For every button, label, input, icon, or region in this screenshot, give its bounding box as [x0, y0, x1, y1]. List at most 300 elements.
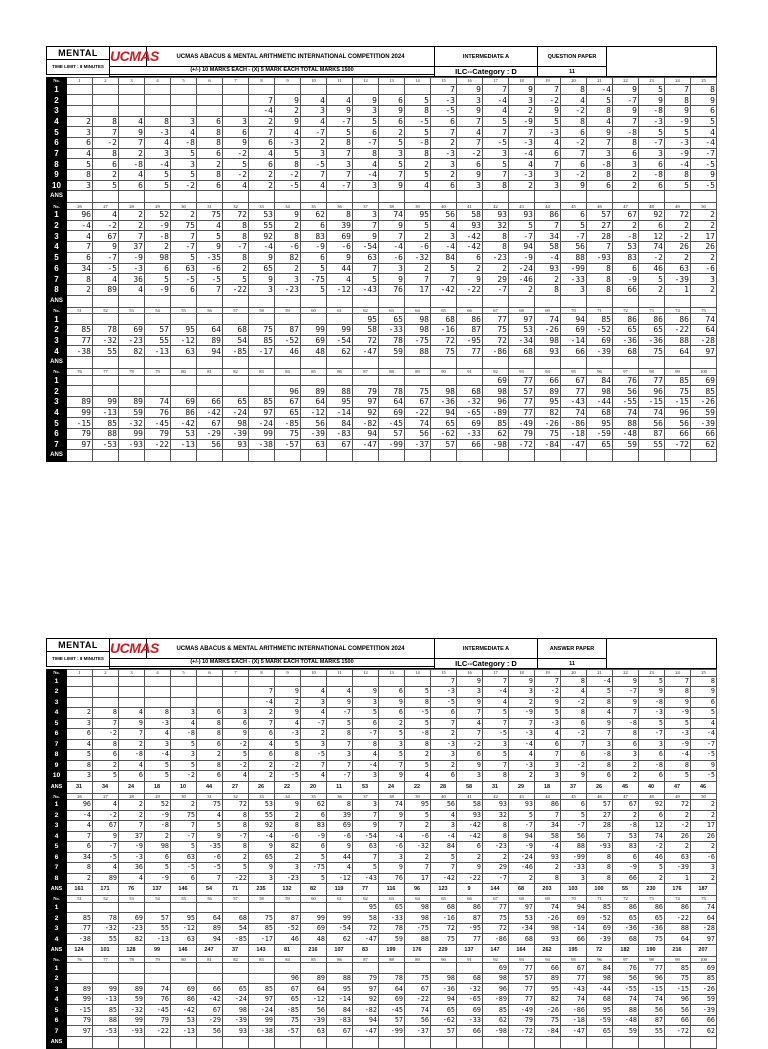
answer-cell[interactable]	[691, 295, 717, 307]
answer-cell[interactable]	[405, 191, 431, 203]
number-cell	[275, 902, 301, 913]
number-cell	[145, 84, 171, 95]
number-cell: 88	[327, 386, 353, 397]
number-cell: 56	[405, 428, 431, 439]
answer-cell[interactable]	[145, 450, 171, 462]
number-cell: -4	[483, 687, 509, 698]
answer-cell[interactable]	[327, 191, 353, 203]
number-cell: 8	[327, 800, 353, 811]
paper-header	[46, 638, 717, 669]
answer-cell[interactable]	[301, 356, 327, 368]
answer-cell[interactable]	[171, 295, 197, 307]
number-cell: 56	[431, 800, 457, 811]
answer-cell: 58	[457, 781, 483, 793]
answer-cell[interactable]	[249, 191, 275, 203]
number-cell: 75	[665, 386, 691, 397]
answer-cell[interactable]	[431, 191, 457, 203]
number-cell: -7	[561, 231, 587, 242]
number-cell: -44	[587, 984, 613, 995]
answer-cell[interactable]	[249, 450, 275, 462]
number-cell: 85	[483, 418, 509, 429]
answer-cell[interactable]	[613, 295, 639, 307]
answer-cell[interactable]	[353, 191, 379, 203]
number-cell: 28	[587, 821, 613, 832]
number-cell	[197, 84, 223, 95]
number-cell: 6	[431, 708, 457, 719]
answer-cell[interactable]	[301, 450, 327, 462]
number-cell: 89	[301, 973, 327, 984]
answer-cell[interactable]	[197, 356, 223, 368]
answer-cell[interactable]	[67, 295, 93, 307]
number-cell: -23	[119, 923, 145, 934]
number-cell: -6	[691, 852, 717, 863]
number-cell: 95	[535, 984, 561, 995]
answer-cell[interactable]	[145, 191, 171, 203]
number-cell: -5	[275, 180, 301, 191]
answer-cell[interactable]	[483, 295, 509, 307]
answer-cell[interactable]	[587, 295, 613, 307]
answer-cell[interactable]	[171, 450, 197, 462]
answer-cell[interactable]	[93, 450, 119, 462]
number-cell: 2	[691, 842, 717, 853]
answer-cell[interactable]	[249, 295, 275, 307]
number-cell: 79	[145, 1015, 171, 1026]
number-cell: 7	[327, 170, 353, 181]
number-cell: -6	[327, 242, 353, 253]
number-cell: -42	[457, 831, 483, 842]
answer-cell[interactable]	[223, 450, 249, 462]
number-cell: 3	[431, 159, 457, 170]
number-cell: -86	[561, 1005, 587, 1016]
number-cell: 2	[431, 729, 457, 740]
question-number: 57	[223, 307, 249, 314]
number-cell: 56	[613, 973, 639, 984]
question-number: 13	[379, 78, 405, 85]
answer-cell[interactable]	[535, 191, 561, 203]
number-cell: -36	[613, 335, 639, 346]
number-cell: 4	[67, 821, 93, 832]
question-number: 70	[561, 896, 587, 903]
answer-cell: 37	[223, 944, 249, 956]
number-cell: 72	[223, 210, 249, 221]
number-cell: 64	[691, 324, 717, 335]
number-cell: 5	[301, 284, 327, 295]
number-cell: 79	[67, 428, 93, 439]
number-cell: 89	[535, 973, 561, 984]
number-cell: 9	[353, 687, 379, 698]
number-cell: 5	[171, 842, 197, 853]
number-cell: -89	[483, 407, 509, 418]
answer-cell[interactable]	[665, 356, 691, 368]
answer-cell: 187	[691, 884, 717, 896]
answer-cell[interactable]	[561, 295, 587, 307]
number-cell	[223, 697, 249, 708]
number-cell: 74	[691, 902, 717, 913]
answer-cell[interactable]	[119, 295, 145, 307]
number-cell: 75	[639, 346, 665, 357]
number-cell: 76	[379, 873, 405, 884]
answer-cell	[483, 1036, 509, 1048]
number-cell	[301, 375, 327, 386]
number-cell: -14	[561, 335, 587, 346]
number-cell: -57	[275, 1026, 301, 1037]
number-cell: -13	[145, 934, 171, 945]
number-cell: 53	[509, 324, 535, 335]
answer-cell: 262	[535, 944, 561, 956]
number-cell: 9	[561, 771, 587, 782]
question-number: 30	[171, 793, 197, 800]
answer-cell[interactable]	[145, 356, 171, 368]
number-cell: 98	[587, 386, 613, 397]
number-cell: 6	[457, 750, 483, 761]
number-cell	[119, 105, 145, 116]
question-number: 28	[119, 793, 145, 800]
answer-cell[interactable]	[665, 191, 691, 203]
answer-cell[interactable]	[93, 191, 119, 203]
number-cell	[197, 963, 223, 974]
answer-cell[interactable]	[457, 295, 483, 307]
answer-cell: 99	[145, 944, 171, 956]
answer-cell[interactable]	[353, 356, 379, 368]
number-cell: 5	[171, 148, 197, 159]
question-number: 45	[561, 203, 587, 210]
number-cell	[197, 386, 223, 397]
number-cell: 98	[145, 252, 171, 263]
number-cell: 2	[483, 263, 509, 274]
answer-cell[interactable]	[405, 295, 431, 307]
blank-box	[607, 47, 717, 77]
number-cell: 5	[665, 718, 691, 729]
number-cell	[93, 687, 119, 698]
question-number: 19	[535, 78, 561, 85]
number-cell	[197, 95, 223, 106]
answer-cell[interactable]	[223, 191, 249, 203]
answer-cell[interactable]	[509, 450, 535, 462]
number-cell: 9	[457, 863, 483, 874]
number-cell: -33	[457, 428, 483, 439]
answer-cell[interactable]	[379, 295, 405, 307]
answer-cell[interactable]	[483, 356, 509, 368]
answer-cell[interactable]	[119, 191, 145, 203]
number-cell: 57	[509, 386, 535, 397]
answer-cell[interactable]	[327, 356, 353, 368]
answer-cell[interactable]	[613, 191, 639, 203]
number-cell: -99	[561, 852, 587, 863]
answer-cell[interactable]	[197, 295, 223, 307]
number-cell: 69	[119, 913, 145, 924]
answer-cell[interactable]	[509, 191, 535, 203]
number-cell: 84	[431, 842, 457, 853]
number-cell: 99	[67, 407, 93, 418]
answer-cell[interactable]	[275, 356, 301, 368]
number-cell: -39	[587, 934, 613, 945]
answer-cell[interactable]	[665, 450, 691, 462]
number-cell: -4	[67, 220, 93, 231]
number-cell: -36	[431, 984, 457, 995]
question-number: 53	[119, 896, 145, 903]
answer-cell[interactable]	[587, 450, 613, 462]
number-cell	[67, 105, 93, 116]
number-cell: 6	[145, 263, 171, 274]
question-number: 41	[457, 793, 483, 800]
question-number: 71	[587, 307, 613, 314]
number-cell: -4	[379, 242, 405, 253]
number-cell: 5	[93, 771, 119, 782]
answer-cell[interactable]	[67, 450, 93, 462]
answer-cell[interactable]	[171, 191, 197, 203]
number-cell: 5	[639, 274, 665, 285]
question-number: 59	[275, 896, 301, 903]
number-cell: 5	[93, 180, 119, 191]
question-number: 91	[457, 368, 483, 375]
number-cell: 88	[405, 934, 431, 945]
number-cell: 17	[691, 231, 717, 242]
answer-cell[interactable]	[561, 191, 587, 203]
number-cell: 98	[483, 386, 509, 397]
number-cell: -99	[379, 1026, 405, 1037]
number-cell: -4	[249, 697, 275, 708]
answer-cell[interactable]	[587, 191, 613, 203]
number-cell: 9	[275, 116, 301, 127]
answer-cell[interactable]	[249, 356, 275, 368]
row-number: 4	[47, 242, 67, 253]
answer-cell[interactable]	[379, 356, 405, 368]
answer-cell[interactable]	[613, 356, 639, 368]
number-cell: 6	[431, 771, 457, 782]
answer-cell[interactable]	[665, 295, 691, 307]
answer-cell[interactable]	[457, 356, 483, 368]
number-cell: 86	[535, 800, 561, 811]
answer-cell[interactable]	[379, 191, 405, 203]
answer-cell[interactable]	[93, 356, 119, 368]
number-cell: -62	[431, 428, 457, 439]
answer-cell[interactable]	[691, 450, 717, 462]
number-cell: 89	[301, 386, 327, 397]
number-cell: -59	[587, 1015, 613, 1026]
answer-cell[interactable]	[483, 191, 509, 203]
question-number: 26	[67, 793, 93, 800]
number-cell: 7	[119, 729, 145, 740]
answer-cell[interactable]	[587, 356, 613, 368]
number-cell: 72	[665, 210, 691, 221]
answer-cell[interactable]	[457, 450, 483, 462]
number-cell	[405, 676, 431, 687]
answer-cell: 203	[535, 884, 561, 896]
answer-paper	[46, 638, 716, 1049]
answer-cell[interactable]	[67, 356, 93, 368]
answer-cell[interactable]	[509, 295, 535, 307]
number-cell	[431, 375, 457, 386]
answer-cell[interactable]	[639, 191, 665, 203]
number-cell	[119, 902, 145, 913]
number-cell: 8	[483, 242, 509, 253]
answer-cell[interactable]	[535, 450, 561, 462]
answer-cell[interactable]	[639, 450, 665, 462]
number-cell: 99	[93, 396, 119, 407]
answer-cell[interactable]	[353, 450, 379, 462]
number-cell: 2	[275, 810, 301, 821]
answer-cell[interactable]	[197, 191, 223, 203]
competition-title: UCMAS ABACUS & MENTAL ARITHMETIC INTERNATIONAL COMPETITION 2024	[147, 639, 435, 659]
number-cell: 26	[665, 831, 691, 842]
number-cell: -37	[405, 1026, 431, 1037]
number-cell: -2	[275, 170, 301, 181]
number-cell: 75	[171, 220, 197, 231]
number-cell: 7	[457, 116, 483, 127]
number-cell	[119, 973, 145, 984]
answer-cell[interactable]	[119, 450, 145, 462]
number-cell: 5	[223, 750, 249, 761]
answer-cell: 216	[301, 944, 327, 956]
question-number: 80	[171, 956, 197, 963]
number-cell: 3	[67, 127, 93, 138]
number-cell: -5	[93, 263, 119, 274]
answer-cell: 171	[93, 884, 119, 896]
row-number: 4	[47, 831, 67, 842]
answer-cell[interactable]	[457, 191, 483, 203]
row-number: 4	[47, 994, 67, 1005]
answer-cell[interactable]	[327, 295, 353, 307]
answer-cell[interactable]	[223, 295, 249, 307]
number-cell: 3	[457, 687, 483, 698]
number-cell: 3	[171, 159, 197, 170]
number-cell: -99	[561, 263, 587, 274]
answer-cell[interactable]	[275, 295, 301, 307]
answer-cell[interactable]	[275, 191, 301, 203]
number-cell: 2	[223, 263, 249, 274]
answer-cell[interactable]	[509, 356, 535, 368]
number-cell: 95	[405, 800, 431, 811]
answer-cell[interactable]	[613, 450, 639, 462]
number-cell: 7	[483, 760, 509, 771]
number-cell: 3	[691, 274, 717, 285]
answer-cell[interactable]	[431, 295, 457, 307]
answer-cell[interactable]	[275, 450, 301, 462]
number-cell: 77	[509, 375, 535, 386]
number-cell: -89	[483, 994, 509, 1005]
number-cell: 96	[67, 210, 93, 221]
number-cell: 4	[457, 127, 483, 138]
number-cell: 8	[327, 729, 353, 740]
answer-cell[interactable]	[431, 356, 457, 368]
number-cell: 96	[665, 994, 691, 1005]
number-cell: -2	[639, 252, 665, 263]
number-cell: -24	[249, 1005, 275, 1016]
answer-cell[interactable]	[561, 356, 587, 368]
answer-cell	[613, 1036, 639, 1048]
number-cell: 6	[587, 771, 613, 782]
number-cell: 77	[509, 994, 535, 1005]
question-number: 9	[275, 78, 301, 85]
number-cell: 86	[613, 902, 639, 913]
number-cell: -9	[145, 873, 171, 884]
number-cell: 89	[535, 386, 561, 397]
answer-cell[interactable]	[197, 450, 223, 462]
number-cell: -72	[665, 1026, 691, 1037]
answer-cell[interactable]	[405, 356, 431, 368]
number-cell: -22	[405, 407, 431, 418]
number-cell: -36	[431, 396, 457, 407]
number-cell: 7	[353, 810, 379, 821]
number-cell: 7	[405, 863, 431, 874]
number-cell: 5	[353, 274, 379, 285]
answer-cell[interactable]	[93, 295, 119, 307]
number-cell: -4	[431, 242, 457, 253]
answer-cell[interactable]	[483, 450, 509, 462]
number-cell: 4	[327, 274, 353, 285]
number-cell: 4	[93, 863, 119, 874]
number-cell: 4	[171, 718, 197, 729]
answer-cell: 116	[379, 884, 405, 896]
answer-cell: 34	[93, 781, 119, 793]
number-cell: -7	[327, 116, 353, 127]
number-cell: 83	[613, 842, 639, 853]
answer-cell[interactable]	[535, 295, 561, 307]
answer-cell[interactable]	[535, 356, 561, 368]
answer-cell: 182	[613, 944, 639, 956]
answer-cell[interactable]	[639, 295, 665, 307]
answer-cell: 216	[665, 944, 691, 956]
answer-cell[interactable]	[561, 450, 587, 462]
number-cell: -9	[119, 842, 145, 853]
number-cell: 7	[431, 274, 457, 285]
number-cell: 97	[691, 346, 717, 357]
answer-cell[interactable]	[327, 450, 353, 462]
answer-cell[interactable]	[379, 450, 405, 462]
number-cell: 59	[613, 439, 639, 450]
number-cell: 64	[665, 346, 691, 357]
number-cell: 79	[353, 386, 379, 397]
number-cell: 88	[561, 252, 587, 263]
number-cell: 99	[301, 324, 327, 335]
number-cell: 3	[509, 687, 535, 698]
number-cell: 89	[93, 284, 119, 295]
answer-cell[interactable]	[353, 295, 379, 307]
number-cell	[67, 375, 93, 386]
answer-cell[interactable]	[119, 356, 145, 368]
row-number: 6	[47, 729, 67, 740]
row-number: 10	[47, 771, 67, 782]
answer-cell[interactable]	[301, 295, 327, 307]
number-cell: 93	[535, 934, 561, 945]
answer-cell[interactable]	[639, 356, 665, 368]
answer-cell[interactable]	[301, 191, 327, 203]
number-cell: 57	[509, 973, 535, 984]
answer-cell[interactable]	[405, 450, 431, 462]
number-cell: 6	[639, 810, 665, 821]
number-cell: -48	[613, 428, 639, 439]
number-cell: 2	[405, 750, 431, 761]
answer-cell[interactable]	[691, 191, 717, 203]
row-number: 5	[47, 127, 67, 138]
answer-cell[interactable]	[67, 191, 93, 203]
answer-cell[interactable]	[431, 450, 457, 462]
answer-cell[interactable]	[691, 356, 717, 368]
question-number: 75	[691, 896, 717, 903]
number-cell: 4	[483, 105, 509, 116]
answer-cell[interactable]	[223, 356, 249, 368]
answer-cell[interactable]	[171, 356, 197, 368]
number-cell: 65	[587, 1026, 613, 1037]
number-cell: 5	[405, 760, 431, 771]
number-cell: 56	[561, 831, 587, 842]
number-cell: -39	[691, 418, 717, 429]
question-number: 36	[327, 203, 353, 210]
question-number: 51	[67, 307, 93, 314]
number-cell: -28	[691, 335, 717, 346]
answer-cell[interactable]	[145, 295, 171, 307]
ans-label: ANS	[47, 781, 67, 793]
